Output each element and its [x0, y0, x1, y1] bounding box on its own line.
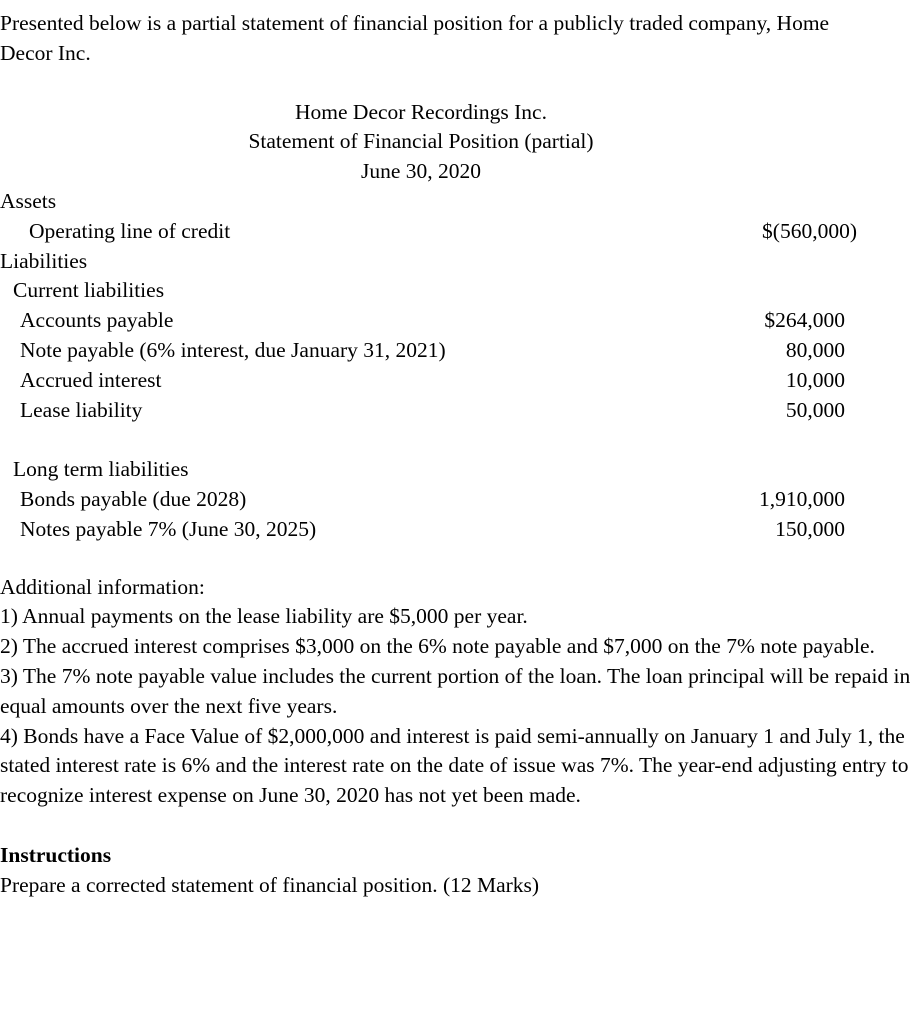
- row-label-operating-line-of-credit: Operating line of credit: [29, 218, 231, 243]
- assets-heading-amount: [677, 187, 918, 217]
- instructions-block: [0, 811, 918, 901]
- spacer-cell-amount: [677, 425, 918, 455]
- additional-information-item-4: 4) Bonds have a Face Value of $2,000,000 and interest is paid semi-annually on January 1 and July 1, the stated interest rate is 6% and the interest rate on the date of issue was 7%. The year-end adjusting entry to recognize interest expense on June 30, 2020 has not yet been made.: [0, 723, 909, 808]
- additional-information-heading: Additional information:: [0, 574, 205, 599]
- row-amount-accrued-interest: 10,000: [785, 367, 845, 392]
- row-label-accrued-interest: Accrued interest: [20, 367, 162, 392]
- table-row: [0, 515, 918, 545]
- current-liabilities-heading: Current liabilities: [13, 278, 165, 303]
- table-row: [0, 187, 918, 217]
- table-row: [0, 306, 918, 336]
- row-label-note-payable-6-percent: Note payable (6% interest, due January 31, 2021): [20, 337, 446, 362]
- table-spacer-row: [0, 425, 918, 455]
- additional-information-item-3: 3) The 7% note payable value includes the current portion of the loan. The loan principal will be repaid in equal amounts over the next five years.: [0, 663, 911, 718]
- long-term-liabilities-heading-amount: [677, 455, 918, 485]
- statement-header-block: [0, 69, 842, 187]
- long-term-liabilities-heading: Long term liabilities: [13, 457, 189, 482]
- table-row: [0, 366, 918, 396]
- liabilities-heading: Liabilities: [0, 248, 88, 273]
- current-liabilities-heading-amount: [677, 276, 918, 306]
- intro-paragraph: Presented below is a partial statement of financial position for a publicly traded company, Home Decor Inc.: [0, 11, 830, 65]
- row-amount-lease-liability: 50,000: [785, 397, 845, 422]
- row-amount-accounts-payable: $264,000: [764, 308, 845, 333]
- balance-sheet-table: [0, 187, 918, 545]
- table-row: [0, 485, 918, 515]
- liabilities-heading-amount: [677, 247, 918, 277]
- row-amount-operating-line-of-credit: $(560,000): [762, 218, 857, 243]
- row-label-bonds-payable: Bonds payable (due 2028): [20, 486, 247, 511]
- table-row: [0, 336, 918, 366]
- row-amount-note-payable-6-percent: 80,000: [785, 337, 845, 362]
- instructions-text: Prepare a corrected statement of financial position. (12 Marks): [0, 872, 540, 897]
- table-row: [0, 217, 918, 247]
- row-label-lease-liability: Lease liability: [20, 397, 143, 422]
- spacer-cell: [0, 425, 677, 455]
- table-row: [0, 396, 918, 426]
- additional-information-block: [0, 545, 918, 811]
- statement-date: June 30, 2020: [360, 159, 482, 184]
- statement-company-name: Home Decor Recordings Inc.: [295, 99, 547, 124]
- additional-information-item-2: 2) The accrued interest comprises $3,000 on the 6% note payable and $7,000 on the 7% note payable.: [0, 634, 875, 659]
- statement-title: Statement of Financial Position (partial): [248, 129, 594, 154]
- row-amount-bonds-payable: 1,910,000: [759, 486, 845, 511]
- row-label-notes-payable-7-percent: Notes payable 7% (June 30, 2025): [20, 516, 317, 541]
- instructions-heading: Instructions: [0, 842, 112, 867]
- table-row: [0, 276, 918, 306]
- row-label-accounts-payable: Accounts payable: [20, 308, 174, 333]
- additional-information-item-1: 1) Annual payments on the lease liability are $5,000 per year.: [0, 604, 528, 629]
- table-row: [0, 247, 918, 277]
- row-amount-notes-payable-7-percent: 150,000: [775, 516, 845, 541]
- assets-heading: Assets: [0, 188, 57, 213]
- table-row: [0, 455, 918, 485]
